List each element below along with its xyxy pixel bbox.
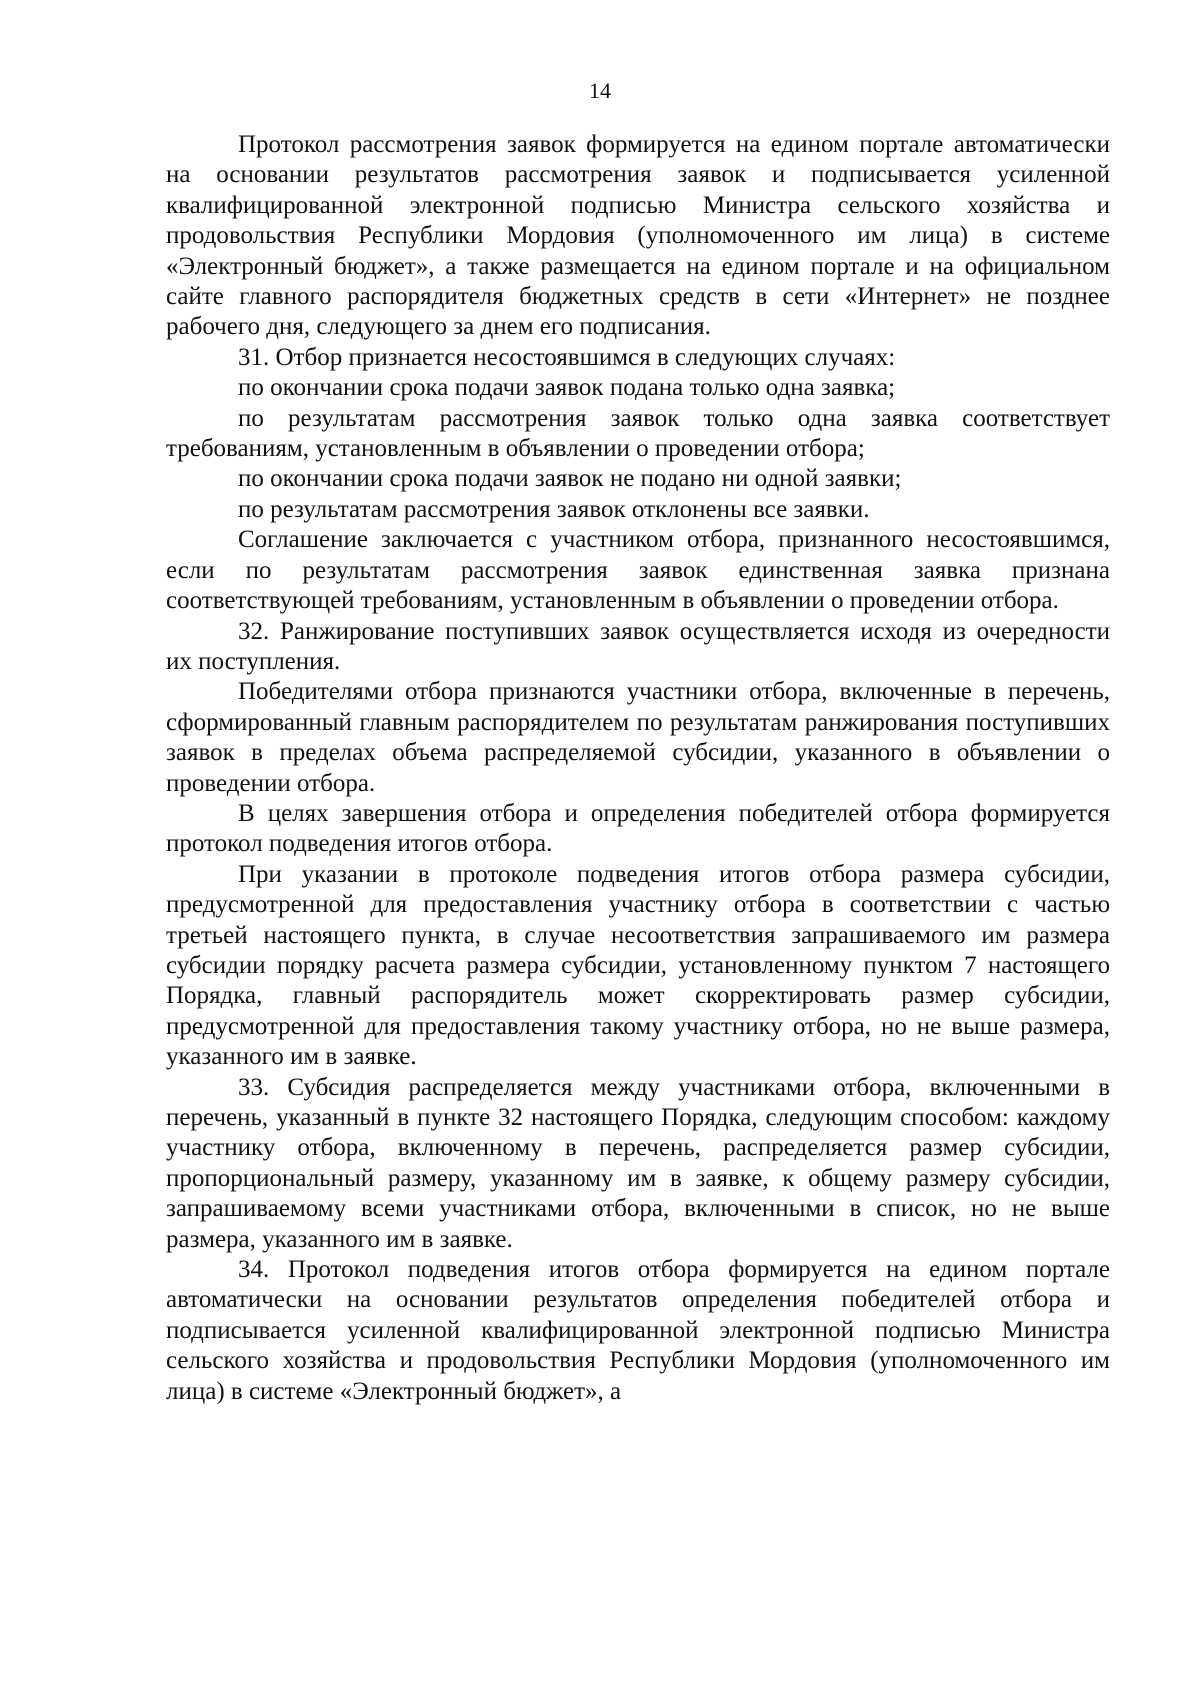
paragraph-31-case-all-rejected: по результатам рассмотрения заявок отклонены все заявки. [238, 495, 870, 523]
paragraph-32-ranking: 32. Ранжирование поступивших заявок осуществляется исходя из очередности их поступления. [166, 617, 1110, 675]
paragraph-31-case-no-applications: по окончании срока подачи заявок не подано ни одной заявки; [238, 465, 902, 493]
paragraph-winners: Победителями отбора признаются участники отбора, включенные в перечень, сформированный главным распорядителем по результатам ранжирования поступивших заявок в пределах объема распределяемой субсидии, указанного в объявлении о проведении отбора. [166, 678, 1110, 797]
paragraph-31-case-one-application: по окончании срока подачи заявок подана только одна заявка; [238, 374, 896, 402]
document-body [166, 130, 1110, 1407]
paragraph-subsidy-adjustment: При указании в протоколе подведения итогов отбора размера субсидии, предусмотренной для предоставления участнику отбора в соответствии с частью третьей настоящего пункта, в случае несоответствия запрашиваемого им размера субсидии порядку расчета размера субсидии, установленному пунктом 7 настоящего Порядка, главный распорядитель может скорректировать размер субсидии, предусмотренной для предоставления такому участнику отбора, но не выше размера, указанного им в заявке. [166, 860, 1110, 1071]
paragraph-protocol-review: Протокол рассмотрения заявок формируется на едином портале автоматически на основании результатов рассмотрения заявок и подписывается усиленной квалифицированной электронной подписью Министра сельского хозяйства и продовольствия Республики Мордовия (уполномоченного им лица) в системе «Электронный бюджет», а также размещается на едином портале и на официальном сайте главного распорядителя бюджетных средств в сети «Интернет» не позднее рабочего дня, следующего за днем его подписания. [166, 131, 1110, 341]
paragraph-31-case-one-compliant: по результатам рассмотрения заявок только одна заявка соответствует требованиям, установленным в объявлении о проведении отбора; [166, 404, 1110, 463]
paragraph-agreement: Соглашение заключается с участником отбора, признанного несостоявшимся, если по результатам рассмотрения заявок единственная заявка признана соответствующей требованиям, установленным в объявлении о проведении отбора. [166, 526, 1110, 615]
paragraph-34-results-protocol: 34. Протокол подведения итогов отбора формируется на едином портале автоматически на основании результатов определения победителей отбора и подписывается усиленной квалифицированной электронной подписью Министра сельского хозяйства и продовольствия Республики Мордовия (уполномоченного им лица) в системе «Электронный бюджет», а [166, 1256, 1110, 1405]
paragraph-33-distribution: 33. Субсидия распределяется между участниками отбора, включенными в перечень, указанный в пункте 32 настоящего Порядка, следующим способом: каждому участнику отбора, включенному в перечень, распределяется размер субсидии, пропорциональный размеру, указанному им в заявке, к общему размеру субсидии, запрашиваемому всеми участниками отбора, включенными в список, но не выше размера, указанного им в заявке. [166, 1073, 1110, 1253]
paragraph-31-heading: 31. Отбор признается несостоявшимся в следующих случаях: [238, 343, 896, 371]
page-number: 14 [589, 78, 611, 103]
paragraph-completion-protocol: В целях завершения отбора и определения победителей отбора формируется протокол подведения итогов отбора. [166, 799, 1110, 858]
